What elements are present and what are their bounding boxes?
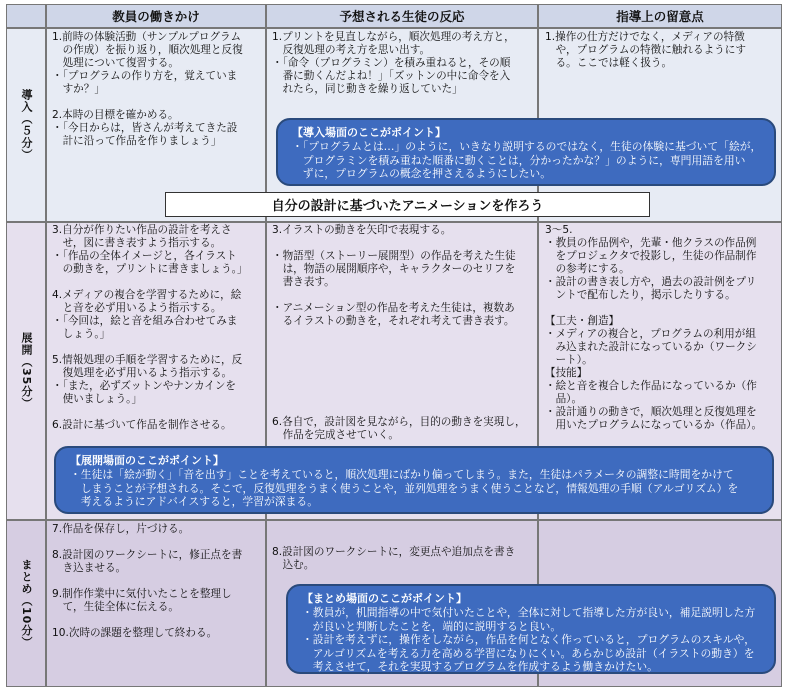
point-line: が良いと判断したことを，端的に説明すると良い。 <box>302 619 562 633</box>
intro-point-title: 【導入場面のここがポイント】 <box>292 126 446 139</box>
point-line: ・「プログラムとは…」のように，いきなり説明するのではなく，生徒の体験に基づいて「絵が， <box>292 140 762 153</box>
point-line: しまうことが予想される。そこで，反復処理をうまく使うことや，並列処理をうまく使うことなど，情報処理の手順（アルゴリズム）を <box>70 481 739 495</box>
summary-point-box <box>286 584 776 674</box>
develop-point-title: 【展開場面のここがポイント】 <box>70 454 224 467</box>
header-notes: 指導上の留意点 <box>538 4 782 28</box>
summary-teacher-text: 7.作品を保存し，片づける。 8.設計図のワークシートに，修正点を書 き込ませる。 9.制作作業中に気付いたことを整理し て，生徒全体に伝える。 10.次時の課題を整理して終わる。 <box>52 523 243 639</box>
header-student: 予想される生徒の反応 <box>266 4 538 28</box>
phase-intro: 導入（５分） <box>6 28 46 222</box>
point-line: アルゴリズムを考える力を高める学習になりにくい。あらかじめ設計（イラストの動き）を <box>302 646 755 660</box>
corner-cell <box>6 4 46 28</box>
summary-point-lines <box>302 606 762 674</box>
develop-student-text-a: 3.イラストの動きを矢印で表現する。 ・物語型（ストーリー展開型）の作品を考えた生徒 は，物語の展開順序や，キャラクターのセリフを 書き表す。 ・アニメーション型の作品を考えた生徒は，複数あ るイラストの動きを，それぞれ考えて書き表す。 <box>272 224 516 327</box>
develop-point-lines <box>70 468 760 509</box>
point-line: 考えさせて，それを実現するプログラムを作成するよう働きかけたい。 <box>302 660 658 674</box>
summary-student-text: 8.設計図のワークシートに，変更点や追加点を書き 込む。 <box>272 546 516 571</box>
point-line: ずに，プログラムの概念を押さえるようにしたい。 <box>292 167 552 181</box>
phase-develop: 展開（35分） <box>6 222 46 520</box>
header-teacher: 教員の働きかけ <box>46 4 266 28</box>
point-line: ・設計を考えずに，操作をしながら，作品を何となく作っていると，プログラムのスキルや， <box>302 633 756 647</box>
develop-student-text-b: 6.各自で，設計図を見ながら，目的の動きを実現し， 作品を完成させていく。 <box>272 416 526 441</box>
intro-teacher-text: 1.前時の体験活動（サンプルプログラム の作成）を振り返り，順次処理と反復 処理について復習する。 ・「プログラムの作り方を，覚えていま すか？」 2.本時の目標を確かめる。 ・「今日からは，皆さんが考えてきた設 計に沿って作品を作りましょう」 <box>52 31 243 147</box>
point-line: プログラミンを積み重ねた順番に動くことは，分かったかな？」のように，専門用語を用い <box>292 153 746 167</box>
develop-point-box <box>54 446 774 514</box>
develop-notes-text: 3～5. ・教員の作品例や，先輩・他クラスの作品例 をプロジェクタで投影し，生徒の作品制作 の参考にする。 ・設計の書き表し方や，過去の設計例をプリ ントで配布したり，掲示したりする。 【工夫・創造】 ・メディアの複合と，プログラムの利用が組 み込まれた設計になっているか（ワークシ ート）。 【技能】 ・絵と音を複合した作品になっているか（作 品）。 ・設計通りの動きで，順次処理と反復処理を 用いたプログラムになっているか（作品）。 <box>545 224 763 431</box>
point-line: 考えるようにアドバイスすると，学習が深まる。 <box>70 495 319 509</box>
point-line: ・生徒は「絵が動く」「音を出す」ことを考えていると，順次処理にばかり偏ってしまう。また，生徒はパラメータの調整に時間をかけて <box>70 468 734 481</box>
intro-notes-text: 1.操作の仕方だけでなく，メディアの特徴 や，プログラムの特徴に触れるようにす る。ここでは軽く扱う。 <box>545 31 746 69</box>
lesson-goal-banner: 自分の設計に基づいたアニメーションを作ろう <box>165 192 650 217</box>
intro-point-lines <box>292 140 762 181</box>
intro-student-text: 1.プリントを見直しながら，順次処理の考え方と， 反復処理の考え方を思い出す。 ・「命令（プログラミン）を積み重ねると，その順 番に動くんだよね！」「ズットンの中に命令を入 れたら，同じ動きを繰り返していた」 <box>272 31 515 95</box>
summary-point-title: 【まとめ場面のここがポイント】 <box>302 592 467 605</box>
point-line: ・教員が，机間指導の中で気付いたことや，全体に対して指導した方が良い，補足説明した方 <box>302 606 756 619</box>
intro-point-box <box>276 118 776 186</box>
develop-teacher-text: 3.自分が作りたい作品の設計を考えさ せ，図に書き表すよう指示する。 ・「作品の全体イメージと，各イラスト の動きを，プリントに書きましょう。」 4.メディアの複合を学習するために，絵 と音を必ず用いるよう指示する。 ・「今回は，絵と音を組み合わせてみま しょう。」 5.情報処理の手順を学習するために，反 復処理を必ず用いるよう指示する。 ・「また，必ずズットンやナンカインを 使いましょう。」 6.設計に基づいて作品を制作させる。 <box>52 224 248 431</box>
phase-summary: まとめ（10分） <box>6 520 46 687</box>
